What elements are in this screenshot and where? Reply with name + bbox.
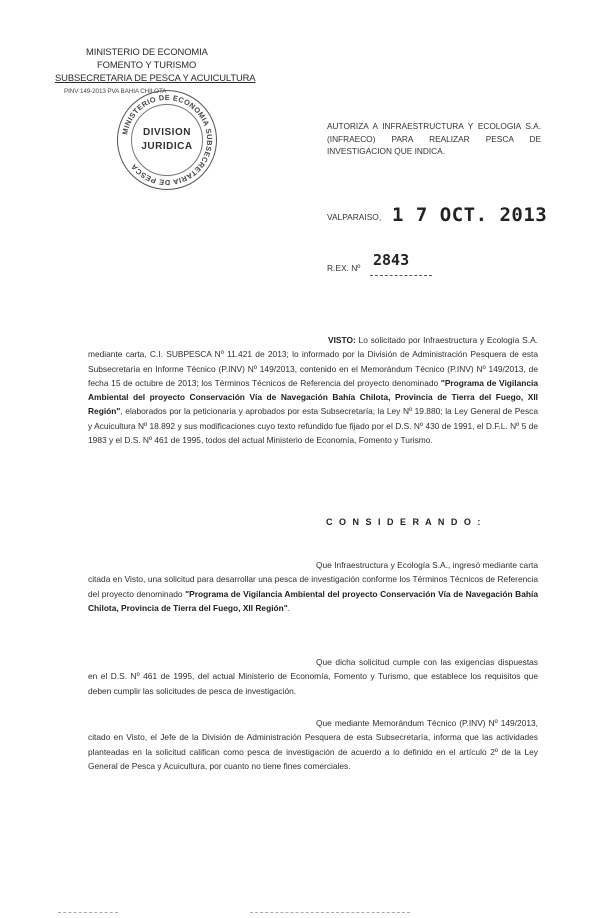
visto-project-name: "Programa de Vigilancia Ambiental del proyecto Conservación Vía de Navegación Bahía Chilota, Provincia de Tierra del Fuego, XII Región" [88,377,538,417]
footer-mark-center [250,912,410,913]
visto-paragraph [88,333,538,447]
resolution-subject: AUTORIZA A INFRAESTRUCTURA Y ECOLOGIA S.A. (INFRAECO) PARA REALIZAR PESCA DE INVESTIGACION QUE INDICA. [327,121,541,156]
ministry-name: MINISTERIO DE ECONOMIA [86,46,208,57]
resolution-label: R.EX. Nº [327,263,361,273]
resolution-date: 1 7 OCT. 2013 [392,204,548,226]
stamp-line-division: DIVISION [143,127,191,138]
considerando-p1-text: Que Infraestructura y Ecología S.A., ingresó mediante carta citada en Visto, una solicitud para desarrollar una pesca de investigación conforme los Términos Técnicos de Referencia del proyecto denominado [88,560,538,599]
considerando-heading: C O N S I D E R A N D O : [326,517,483,527]
considerando-paragraph-1 [88,558,538,615]
place: VALPARAISO, [327,212,382,222]
considerando-paragraph-3: Que mediante Memorándum Técnico (P.INV) Nº 149/2013, citado en Visto, el Jefe de la División de Administración Pesquera de esta Subsecretaría, informa que las actividades planteadas en la solicitud califican como pesca de investigación de acuerdo a lo definido en el artículo 2º de la Ley General de Pesca y Acuicultura, por cuanto no tiene fines comerciales. [88,718,538,771]
footer-mark-left [58,912,118,913]
visto-label: VISTO: [328,335,356,345]
file-reference: PINV 149-2013 PVA BAHIA CHILOTA [64,88,167,95]
visto-text-1: Lo solicitado por Infraestructura y Ecología S.A. mediante carta, C.I. SUBPESCA Nº 11.421 de 2013; lo informado por la División de Administración Pesquera de esta Subsecretaría en Informe Técnico (P.INV) Nº 149/2013, contenido en el Memorándum Técnico (P.INV) Nº 149/2013, de fecha 15 de octubre de 2013; los Términos Técnicos de Referencia del proyecto denominado [88,335,538,388]
subsecretaria-name: SUBSECRETARIA DE PESCA Y ACUICULTURA [55,72,256,83]
resolution-number: 2843 [373,251,410,269]
stamp-line-juridica: JURIDICA [141,141,193,152]
considerando-paragraph-2: Que dicha solicitud cumple con las exigencias dispuestas en el D.S. Nº 461 de 1995, del actual Ministerio de Economía, Fomento y Turismo, que establece los requisitos que deben cumplir las solicitudes de pesca de investigación. [88,657,538,696]
visto-text-2: , elaborados por la peticionaria y aprobados por esta Subsecretaría; la Ley Nº 19.880; la Ley General de Pesca y Acuicultura Nº 18.892 y sus modificaciones cuyo texto refundido fue fijado por el D.S. Nº 430 de 1991, el D.F.L. Nº 5 de 1983 y el D.S. Nº 461 de 1995, todos del actual Ministerio de Economía, Fomento y Turismo. [88,406,538,446]
stamp-ring-text: MINISTERIO DE ECONOMIA SUBSECRETARIA DE PESCA [120,92,215,188]
considerando-p1-end: . [287,602,291,613]
considerando-p1-project: "Programa de Vigilancia Ambiental del proyecto Conservación Vía de Navegación Bahía Chilota, Provincia de Tierra del Fuego, XII Región" [88,588,538,613]
ministry-branch: FOMENTO Y TURISMO [97,59,197,70]
division-juridica-stamp [117,90,217,190]
stamp-inner-ring [131,104,203,176]
